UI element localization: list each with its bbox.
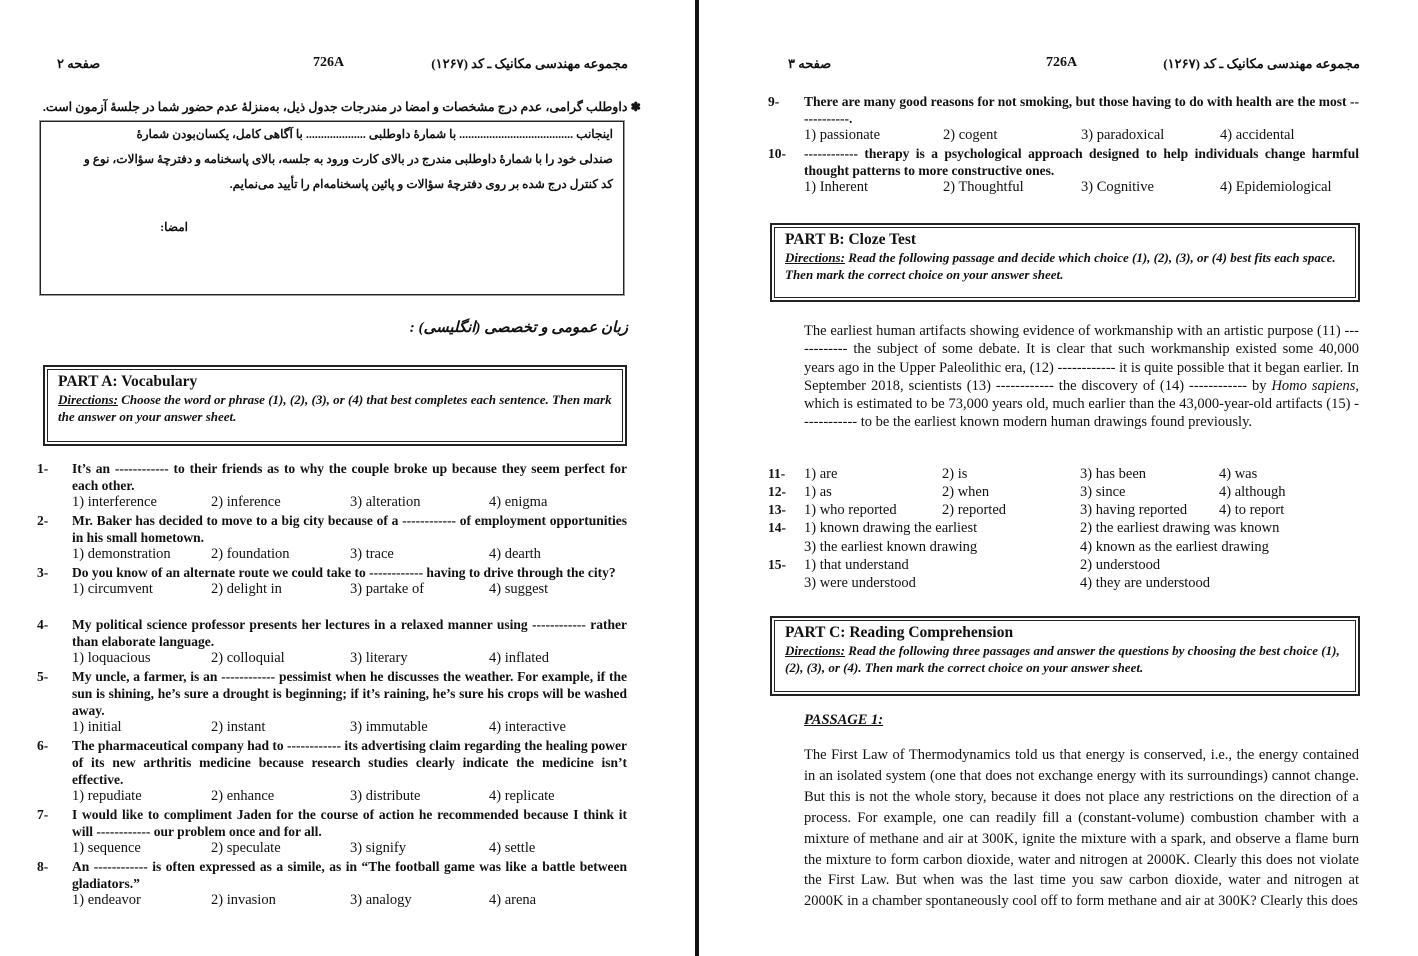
answer-option-2[interactable]: 2) instant [211, 719, 266, 735]
answer-option-2[interactable]: 2) colloquial [211, 650, 285, 666]
answer-option[interactable]: 2) reported [942, 502, 1007, 518]
question-number: 4- [37, 617, 49, 632]
answer-option[interactable]: 1) are [804, 466, 838, 482]
question-item [37, 737, 627, 806]
cloze-option-row [768, 484, 1359, 502]
exam-title: مجموعه مهندسی مکانیک ـ کد (۱۲۶۷) [431, 56, 628, 71]
question-stem: My political science professor presents her lectures in a relaxed manner using ------------ rather than elaborate language. [72, 617, 627, 649]
answer-option-4[interactable]: 4) dearth [489, 546, 541, 562]
answer-option-3[interactable]: 3) trace [350, 546, 394, 562]
cloze-option-row [768, 466, 1359, 484]
passage-1-title: PASSAGE 1: [804, 712, 884, 728]
answer-option-2[interactable]: 2) cogent [943, 127, 998, 143]
answer-options [72, 892, 627, 910]
question-number: 9- [768, 94, 780, 109]
answer-option-3[interactable]: 3) Cognitive [1081, 179, 1154, 195]
answer-option-4[interactable]: 4) arena [489, 892, 537, 908]
question-stem: Do you know of an alternate route we could take to ------------ having to drive through the city? [72, 565, 616, 580]
question-item [768, 93, 1359, 145]
part-a-title: PART A: Vocabulary [58, 373, 198, 390]
exam-title: مجموعه مهندسی مکانیک ـ کد (۱۲۶۷) [1163, 56, 1360, 71]
question-number: 12- [768, 484, 786, 499]
answer-option[interactable]: 2) understood [1080, 557, 1161, 573]
answer-option[interactable]: 4) to report [1219, 502, 1285, 518]
part-c-title: PART C: Reading Comprehension [785, 624, 1014, 641]
part-b-title: PART B: Cloze Test [785, 231, 917, 248]
answer-option-1[interactable]: 1) circumvent [72, 581, 153, 597]
part-b-box [770, 223, 1360, 302]
question-number: 10- [768, 146, 786, 161]
answer-option[interactable]: 4) they are understood [1080, 575, 1211, 591]
question-item [768, 145, 1359, 197]
part-a-directions: Directions: Choose the word or phrase (1), (2), (3), or (4) that best completes each sentence. Then mark the answer on your answer sheet. [58, 392, 612, 424]
answer-option-3[interactable]: 3) literary [350, 650, 408, 666]
question-number: 2- [37, 513, 49, 528]
booklet-code: 726A [1046, 55, 1078, 70]
question-item [37, 616, 627, 668]
answer-options [804, 127, 1359, 145]
question-number: 14- [768, 520, 786, 535]
answer-option-4[interactable]: 4) settle [489, 840, 536, 856]
question-number: 6- [37, 738, 49, 753]
cloze-passage: The earliest human artifacts showing evidence of workmanship with an artistic purpose (11) ------------ the subject of some debate. It is clear that such workmanship existed some 40,000 years ago in the Upper Paleolithic era, (12) ------------ it is quite possible that it began earlier. In September 2018, scientists (13) ------------ the discovery of (14) ------------ by Homo sapiens, which is estimated to be 73,000 years old, much earlier than the 43,000-year-old artifacts (15) ------------ to be the earliest known modern human drawings found previously. [804, 323, 1359, 431]
question-item [37, 806, 627, 858]
declaration-line-3: کد کنترل درج شده بر روی دفترچهٔ سؤالات و پائین پاسخنامه‌ام را تأیید می‌نمایم. [229, 177, 613, 191]
answer-option[interactable]: 1) that understand [804, 557, 909, 573]
answer-option-1[interactable]: 1) repudiate [72, 788, 142, 804]
question-item [37, 460, 627, 512]
answer-option[interactable]: 3) were understood [804, 575, 916, 591]
answer-option[interactable]: 2) when [942, 484, 990, 500]
answer-option-2[interactable]: 2) enhance [211, 788, 275, 804]
notice-text: ✽ داوطلب گرامی، عدم درج مشخصات و امضا در مندرجات جدول ذیل، به‌منزلهٔ عدم حضور شما در جلسهٔ آزمون است. [42, 100, 641, 114]
left-page [0, 0, 695, 956]
signature-label: امضا: [160, 220, 188, 234]
answer-option-3[interactable]: 3) immutable [350, 719, 428, 735]
answer-option-2[interactable]: 2) speculate [211, 840, 281, 856]
declaration-line-2: صندلی خود را با شمارهٔ داوطلبی مندرج در بالای کارت ورود به جلسه، بالای پاسخنامه و دفترچهٔ سؤالات، نوع و [83, 152, 613, 166]
answer-options [72, 788, 627, 806]
question-stem: It’s an ------------ to their friends as to why the couple broke up because they seem perfect for each other. [72, 461, 627, 493]
answer-option[interactable]: 4) although [1219, 484, 1286, 500]
answer-options [804, 179, 1359, 197]
answer-option-1[interactable]: 1) loquacious [72, 650, 151, 666]
answer-option-3[interactable]: 3) distribute [350, 788, 421, 804]
answer-options [72, 840, 627, 858]
answer-option-1[interactable]: 1) sequence [72, 840, 141, 856]
question-number: 3- [37, 565, 49, 580]
passage-1-text: The First Law of Thermodynamics told us that energy is conserved, i.e., the energy contained in an isolated system (one that does not exchange energy with its surroundings) cannot change. But this is not the whole story, because it does not place any restrictions on the direction of a process. For example, one can readily fill a (constant-volume) combustion chamber with a mixture of methane and air at 300K, ignite the mixture with a spark, and observe a flame burn the mixture to form carbon dioxide, water and nitrogen at 2000K. Clearly this does not violate the First Law. But when was the last time you saw carbon dioxide, water and nitrogen at 2000K in a chamber spontaneously cool off to form methane and air at 300K? Clearly this does [804, 747, 1359, 910]
answer-option[interactable]: 3) the earliest known drawing [804, 539, 978, 555]
answer-option-1[interactable]: 1) passionate [804, 127, 881, 143]
answer-option-1[interactable]: 1) interference [72, 494, 157, 510]
part-b-directions: Directions: Read the following passage and decide which choice (1), (2), (3), or (4) best fits each space. Then mark the correct choice on your answer sheet. [785, 250, 1336, 282]
question-number: 15- [768, 557, 786, 572]
question-item [37, 564, 627, 599]
answer-option-1[interactable]: 1) demonstration [72, 546, 171, 562]
answer-options [72, 581, 627, 599]
question-number: 7- [37, 807, 49, 822]
answer-option-3[interactable]: 3) alteration [350, 494, 421, 510]
answer-option-4[interactable]: 4) interactive [489, 719, 566, 735]
answer-option-2[interactable]: 2) delight in [211, 581, 282, 597]
answer-option-2[interactable]: 2) foundation [211, 546, 290, 562]
cloze-option-row [768, 520, 1359, 538]
question-number: 8- [37, 859, 49, 874]
answer-option-1[interactable]: 1) initial [72, 719, 122, 735]
answer-options [72, 650, 627, 668]
question-stem: Mr. Baker has decided to move to a big city because of a ------------ of employment opportunities in his small hometown. [72, 513, 627, 545]
answer-option[interactable]: 3) since [1080, 484, 1126, 500]
cloze-option-row [768, 539, 1359, 557]
cloze-option-row [768, 502, 1359, 520]
question-stem: ------------ therapy is a psychological approach designed to help individuals change harmful thought patterns to more constructive ones. [804, 146, 1359, 178]
question-number: 11- [768, 466, 786, 481]
answer-option[interactable]: 4) known as the earliest drawing [1080, 539, 1269, 555]
question-number: 5- [37, 669, 49, 684]
answer-option[interactable]: 4) was [1219, 466, 1258, 482]
answer-options [72, 546, 627, 564]
answer-option-4[interactable]: 4) Epidemiological [1220, 179, 1332, 195]
answer-option[interactable]: 1) who reported [804, 502, 897, 518]
answer-option-4[interactable]: 4) enigma [489, 494, 548, 510]
answer-options [72, 719, 627, 737]
answer-option-4[interactable]: 4) suggest [489, 581, 549, 597]
answer-option-4[interactable]: 4) accidental [1220, 127, 1295, 143]
cloze-option-row [768, 575, 1359, 593]
answer-option[interactable]: 2) is [942, 466, 968, 482]
answer-option-3[interactable]: 3) signify [350, 840, 406, 856]
answer-option-4[interactable]: 4) replicate [489, 788, 555, 804]
answer-option[interactable]: 3) having reported [1080, 502, 1188, 518]
answer-option-2[interactable]: 2) inference [211, 494, 281, 510]
booklet-code: 726A [313, 55, 345, 70]
notice-mark: ✽ [630, 100, 641, 114]
answer-option-3[interactable]: 3) paradoxical [1081, 127, 1165, 143]
answer-option[interactable]: 3) has been [1080, 466, 1147, 482]
page-number: صفحه ۲ [57, 56, 101, 71]
answer-option[interactable]: 2) the earliest drawing was known [1080, 520, 1280, 536]
question-stem: My uncle, a farmer, is an ------------ pessimist when he discusses the weather. For example, if the sun is shining, he’s sure a drought is beginning; if it’s raining, he’s sure his crops will be washed away. [72, 669, 627, 718]
declaration-box [40, 121, 624, 295]
answer-option-3[interactable]: 3) analogy [350, 892, 412, 908]
question-item [37, 858, 627, 910]
question-stem: I would like to compliment Jaden for the course of action he recommended because I think it will ------------ our problem once and for all. [72, 807, 627, 839]
question-number: 13- [768, 502, 786, 517]
part-c-directions: Directions: Read the following three passages and answer the questions by choosing the best choice (1), (2), (3), or (4). Then mark the correct choice on your answer sheet. [785, 643, 1340, 675]
answer-option[interactable]: 1) known drawing the earliest [804, 520, 978, 536]
cloze-option-row [768, 557, 1359, 575]
part-a-box [43, 365, 627, 446]
question-number: 1- [37, 461, 49, 476]
answer-option-2[interactable]: 2) invasion [211, 892, 276, 908]
answer-option-1[interactable]: 1) endeavor [72, 892, 141, 908]
question-item [37, 668, 627, 737]
answer-option-3[interactable]: 3) partake of [350, 581, 425, 597]
subject-title: زبان عمومی و تخصصی (انگلیسی) : [409, 320, 628, 336]
question-stem: The pharmaceutical company had to ------------ its advertising claim regarding the healing power of its new arthritis medicine because research studies clearly indicate the medicine isn’t effective. [72, 738, 627, 787]
answer-option[interactable]: 1) as [804, 484, 832, 500]
question-item [37, 512, 627, 564]
page-number: صفحه ۳ [788, 56, 832, 71]
question-stem: An ------------ is often expressed as a simile, as in “The football game was like a battle between gladiators.” [72, 859, 627, 891]
answer-option-4[interactable]: 4) inflated [489, 650, 549, 666]
page-divider [695, 0, 699, 956]
part-c-box [770, 616, 1360, 696]
answer-option-2[interactable]: 2) Thoughtful [943, 179, 1024, 195]
answer-option-1[interactable]: 1) Inherent [804, 179, 869, 195]
answer-options [72, 494, 627, 512]
question-stem: There are many good reasons for not smoking, but those having to do with health are the most ------------. [804, 94, 1359, 126]
right-page [700, 0, 1418, 956]
declaration-line-1: اینجانب ...................................... با شمارهٔ داوطلبی .................... با آگاهی کامل، یکسان‌بودن شمارهٔ [136, 127, 613, 141]
